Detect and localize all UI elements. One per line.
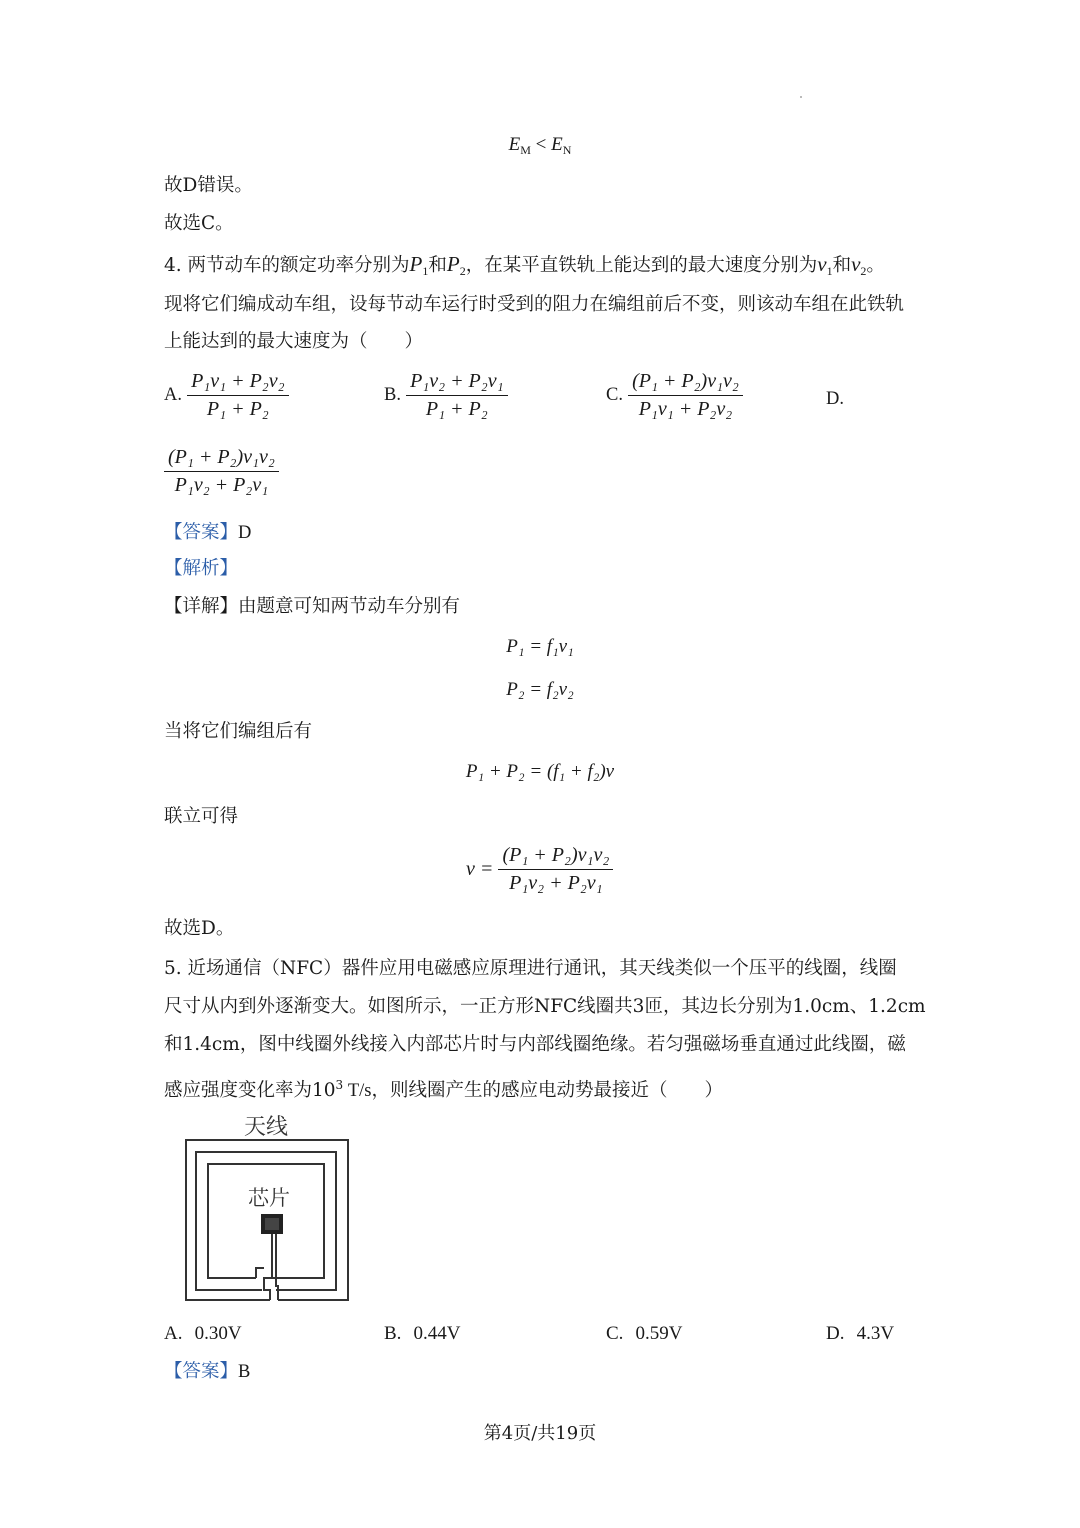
en-symbol: E: [551, 134, 563, 155]
less-than: <: [535, 134, 547, 155]
equation-em-en: [0, 134, 1080, 158]
equation-4-numerator: (P₁ + P₂)v₁v₂: [498, 844, 613, 870]
q5-line1: 5. 近场通信（NFC）器件应用电磁感应原理进行通讯，其天线类似一个压平的线圈，线圈: [164, 958, 897, 979]
option-a-fraction: [187, 370, 289, 421]
answer-label: 答案: [182, 522, 220, 543]
em-subscript: M: [520, 143, 531, 157]
q5-option-c-value: 0.59V: [635, 1323, 683, 1344]
q4-line1: 4. 两节动车的额定功率分别为$P_1$和$P_2$，在某平直铁轨上能达到的最大速度分别为$v_1$和$v_2$。: [164, 252, 885, 278]
equation-4-lhs: v =: [466, 858, 494, 880]
answer-value: D: [238, 523, 252, 543]
q5-option-b-value: 0.44V: [413, 1323, 461, 1344]
q4-line1-part-e: 。: [866, 255, 885, 276]
q4-option-c[interactable]: [606, 370, 743, 421]
q5-unit: T/s: [343, 1081, 372, 1101]
page-footer: 第4页/共19页: [483, 1423, 597, 1444]
option-a-label: A.: [164, 385, 182, 405]
option-c-label: C.: [606, 385, 623, 405]
option-a-numerator: P₁v₁ + P₂v₂: [187, 370, 289, 396]
q5-option-d-label: D.: [826, 1323, 845, 1344]
d-wrong-text: 故D错误。: [164, 175, 253, 196]
q4-line1-part-c: ，在某平直铁轨上能达到的最大速度分别为: [465, 255, 818, 276]
equation-4-fraction: [498, 844, 613, 895]
q4-line3: 上能达到的最大速度为（ ）: [164, 331, 424, 352]
q4-line1-part-b: 和: [428, 255, 447, 276]
nfc-coil-figure: [184, 1110, 352, 1306]
q5-option-d[interactable]: [826, 1322, 894, 1345]
q4-option-d[interactable]: [826, 389, 844, 410]
antenna-label: 天线: [244, 1115, 289, 1140]
option-d-fraction: [164, 446, 279, 497]
q5-line2: 尺寸从内到外逐渐变大。如图所示，一正方形NFC线圈共3匝，其边长分别为1.0cm、1.2cm: [164, 996, 926, 1017]
q4-option-b[interactable]: [384, 370, 508, 421]
q5-exponent: 3: [335, 1078, 344, 1092]
q5-answer: 【答案】B: [164, 1361, 251, 1382]
en-subscript: N: [562, 143, 572, 157]
q5-option-c[interactable]: [606, 1322, 683, 1345]
q5-option-a-value: 0.30V: [194, 1323, 242, 1344]
option-c-numerator: (P₁ + P₂)v₁v₂: [628, 370, 743, 396]
option-d-denominator: P₁v₂ + P₂v₁: [174, 474, 269, 496]
q4-option-a[interactable]: [164, 370, 289, 421]
option-d-label: D.: [826, 389, 844, 409]
choose-d-text: 故选D。: [164, 918, 235, 939]
q4-detail: 【详解】由题意可知两节动车分别有: [164, 596, 461, 617]
detail-label: 详解: [182, 596, 220, 617]
q5-option-d-value: 4.3V: [856, 1323, 895, 1344]
q5-option-c-label: C.: [606, 1323, 624, 1344]
q5-answer-label: 答案: [182, 1361, 220, 1382]
em-symbol: E: [508, 134, 521, 155]
q4-line1-part-a: 4. 两节动车的额定功率分别为: [164, 255, 410, 276]
speck: [800, 96, 802, 98]
choose-c-text: 故选C。: [164, 213, 234, 234]
q5-answer-value: B: [238, 1362, 251, 1382]
q4-option-d-fraction-wrap: [164, 446, 279, 497]
q4-answer: 【答案】D: [164, 522, 252, 543]
option-b-numerator: P₁v₂ + P₂v₁: [406, 370, 508, 396]
q5-option-b-label: B.: [384, 1323, 402, 1344]
equation-2: P₂ = f₂v₂: [506, 679, 574, 700]
equation-4-denominator: P₁v₂ + P₂v₁: [509, 872, 603, 894]
option-a-denominator: P₁ + P₂: [206, 398, 269, 420]
q5-line4-part-c: ，则线圈产生的感应电动势最接近（ ）: [371, 1080, 723, 1101]
q5-option-a-label: A.: [164, 1323, 183, 1344]
q5-line4: [164, 1073, 723, 1103]
option-b-label: B.: [384, 385, 401, 405]
equation-1: P₁ = f₁v₁: [506, 636, 574, 657]
detail-text: 由题意可知两节动车分别有: [238, 596, 461, 617]
q5-option-a[interactable]: [164, 1322, 242, 1345]
equation-3: P₁ + P₂ = (f₁ + f₂)v: [465, 761, 615, 782]
option-c-fraction: [628, 370, 743, 421]
q5-option-b[interactable]: [384, 1322, 461, 1345]
q4-line2: 现将它们编成动车组，设每节动车运行时受到的阻力在编组前后不变，则该动车组在此铁轨: [164, 294, 905, 315]
chip-label: 芯片: [248, 1186, 290, 1210]
analysis-label: 解析: [182, 558, 220, 579]
q5-line3: 和1.4cm，图中线圈外线接入内部芯片时与内部线圈绝缘。若匀强磁场垂直通过此线圈，磁: [164, 1034, 906, 1055]
option-b-fraction: [406, 370, 508, 421]
q4-analysis: 【解析】: [164, 558, 239, 579]
option-c-denominator: P₁v₁ + P₂v₂: [638, 398, 733, 420]
equation-4: [466, 844, 613, 895]
q5-line4-part-a: 感应强度变化率为10: [164, 1080, 336, 1101]
option-d-numerator: (P₁ + P₂)v₁v₂: [164, 446, 279, 472]
option-b-denominator: P₁ + P₂: [425, 398, 488, 420]
q4-line1-part-d: 和: [832, 255, 852, 276]
after-group-text: 当将它们编组后有: [164, 721, 313, 742]
combine-text: 联立可得: [164, 806, 239, 827]
